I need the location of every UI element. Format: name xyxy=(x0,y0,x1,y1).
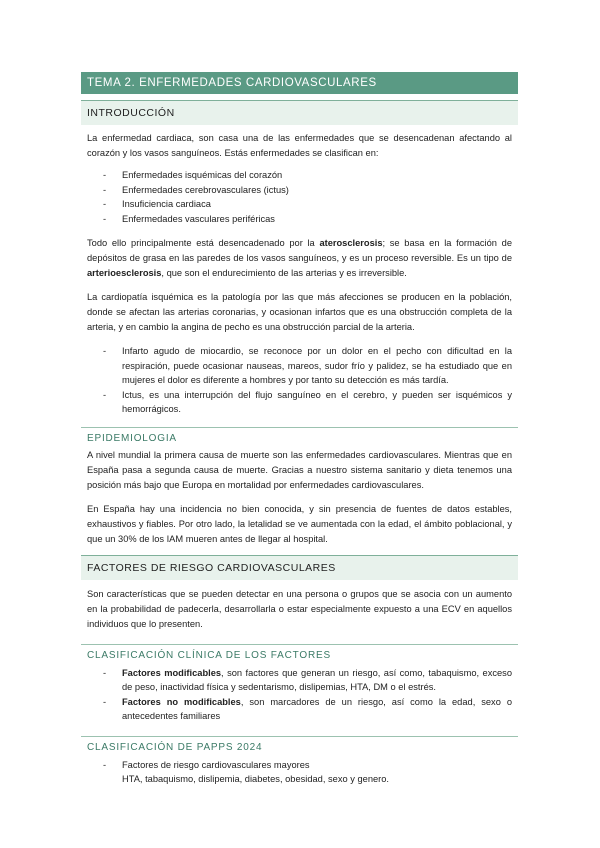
section-heading-clasificacion: CLASIFICACIÓN CLÍNICA DE LOS FACTORES xyxy=(81,644,518,663)
section-heading-introduccion: INTRODUCCIÓN xyxy=(81,100,518,125)
section-heading-factores: FACTORES DE RIESGO CARDIOVASCULARES xyxy=(81,555,518,580)
list-item: - Factores modificables, son factores que generan un riesgo, así como, tabaquismo, exceso de peso, inactividad física y sedentarismo, dislipemias, HTA, DM o el estrés. xyxy=(103,667,512,692)
list-item: - Factores no modificables, son marcadores de un riesgo, así como la edad, sexo o antecedentes familiares xyxy=(103,696,512,721)
papps-list xyxy=(81,758,518,787)
epidemiologia-paragraph-2: En España hay una incidencia no bien conocida, y sin presencia de fuentes de datos estables, exhaustivos y fiables. Por otro lado, la letalidad se ve aumentada con la edad, el ámbito poblacional, y que un 30% de los IAM mueren antes de llegar al hospital. xyxy=(87,503,512,544)
intro-paragraph-1: La enfermedad cardiaca, son casa una de las enfermedades que se desencadenan afectando al corazón y los vasos sanguíneos. Estás enfermedades se clasifican en: xyxy=(87,133,512,158)
factores-paragraph: Son características que se pueden detectar en una persona o grupos que se asocia con un aumento en la probabilidad de padecerla, desarrollarla o estar especialmente expuesto a una ECV en aquellos individuos que lo presenten. xyxy=(87,588,512,629)
list-item: - Ictus, es una interrupción del flujo sanguíneo en el cerebro, y pueden ser isquémicos y hemorrágicos. xyxy=(103,389,512,414)
epidemiologia-paragraph-1: A nivel mundial la primera causa de muerte son las enfermedades cardiovasculares. Mientras que en España pasa a segunda causa de muerte. Gracias a nuestro sistema sanitario y dieta tenemos una posición más bajo que Europa en mortalidad por enfermedades cardiovasculares. xyxy=(87,449,512,490)
list-item: - Factores de riesgo cardiovasculares mayores HTA, tabaquismo, dislipemia, diabetes, obesidad, sexo y genero. xyxy=(103,759,390,784)
factor-list xyxy=(81,666,518,724)
document-title: TEMA 2. ENFERMEDADES CARDIOVASCULARES xyxy=(81,72,518,94)
disease-list xyxy=(81,168,518,226)
section-heading-papps: CLASIFICACIÓN DE PAPPS 2024 xyxy=(81,736,518,755)
list-item: - Insuficiencia cardiaca xyxy=(103,199,211,209)
list-item: - Enfermedades cerebrovasculares (ictus) xyxy=(103,184,289,195)
list-item: - Enfermedades isquémicas del corazón xyxy=(103,170,283,180)
intro-paragraph-2: Todo ello principalmente está desencadenado por la aterosclerosis; se basa en la formación de depósitos de grasa en las paredes de los vasos sanguíneos, y es un proceso reversible. Es un tipo de arterioesclerosis, que son el endurecimiento de las arterias y es irreversible. xyxy=(87,238,513,278)
section-heading-epidemiologia: EPIDEMIOLOGIA xyxy=(81,427,518,446)
condition-list xyxy=(81,344,518,417)
list-item: - Enfermedades vasculares periféricas xyxy=(103,213,275,224)
list-item: - Infarto agudo de miocardio, se reconoce por un dolor en el pecho con dificultad en la respiración, puede ocasionar nauseas, mareos, sudor frío y palidez, se ha estudiado que en mujeres el dolor es diferente a hombres y por tanto su detección es más tardía. xyxy=(103,346,512,385)
document-page xyxy=(81,72,518,787)
intro-paragraph-3: La cardiopatía isquémica es la patología por las que más afecciones se producen en la población, donde se afectan las arterias coronarias, y ocasionan infartos que es una obstrucción completa de la arteria, y en cambio la angina de pecho es una obstrucción parcial de la arteria. xyxy=(87,292,512,332)
